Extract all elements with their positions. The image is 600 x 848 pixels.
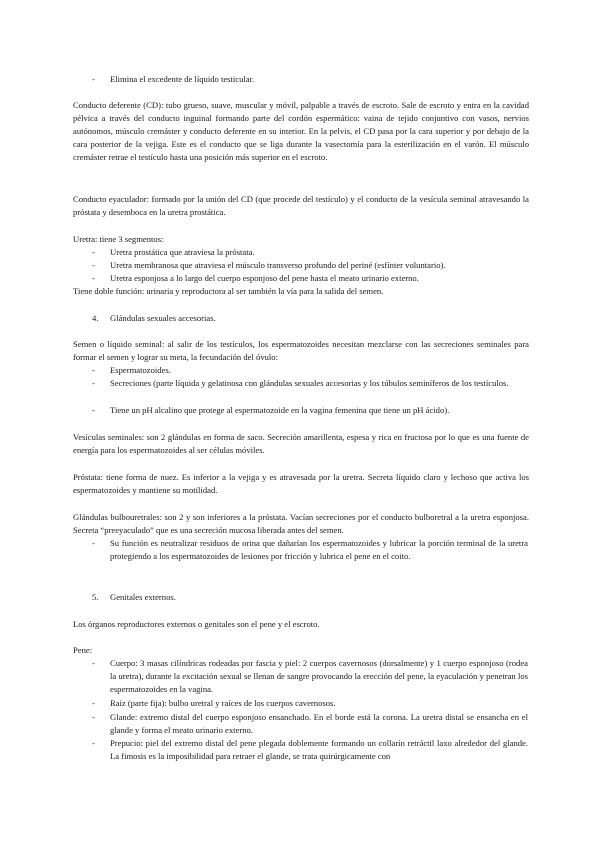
vesiculas-paragraph: Vesículas seminales: son 2 glándulas en forma de saco. Secreción amarillenta, espesa y rica en fructosa por lo que es una fuente de energía para los espermatozoides al ser células móviles. [73, 432, 529, 455]
bulbouretrales-paragraph: Glándulas bulbouretrales: son 2 y son inferiores a la próstata. Vacían secreciones por el conducto bulboretral a la uretra esponjosa. Secreta “preeyaculado” que es una secreción mucosa liberada antes del semen. [73, 512, 529, 535]
uretra-footer: Tiene doble función: urinaria y reproductora al ser también la vía para la salida del semen. [73, 286, 384, 296]
bullet-dash: - [92, 365, 95, 375]
bullet-dash: - [92, 698, 95, 708]
semen-item-text: Secreciones (parte líquida y gelatinosa con glándulas sexuales accesorias y los túbulos seminíferos de los testículos. [110, 378, 509, 388]
pene-item-text: Glande: extremo distal del cuerpo esponjoso ensanchado. En el borde está la corona. La uretra distal se ensancha en el glande y forma el meato urinario externo. [110, 712, 528, 735]
list-item [92, 272, 528, 285]
list-item [92, 377, 528, 390]
uretra-item-text: Uretra membranosa que atraviesa el músculo transverso profundo del periné (esfínter voluntario). [110, 260, 446, 270]
conducto-eyaculador-paragraph: Conducto eyaculador: formado por la unión del CD (que procede del testículo) y el conducto de la vesícula seminal atravesando la próstata y desemboca en la uretra prostática. [73, 194, 529, 217]
list-item [92, 711, 528, 737]
list-item [92, 697, 528, 710]
intro-item-text: Elimina el excedente de líquido testicular. [110, 74, 255, 84]
section-title: Genitales externos. [110, 592, 176, 602]
bullet-dash: - [92, 538, 95, 548]
bullet-dash: - [92, 405, 95, 415]
uretra-item-text: Uretra prostática que atraviesa la próstata. [110, 247, 255, 257]
semen-item-text: Tiene un pH alcalino que protege al espermatozoide en la vagina femenina que tiene un pH ácido). [110, 405, 450, 415]
semen-paragraph: Semen o líquido seminal: al salir de los testículos, los espermatozoides necesitan mezclarse con las secreciones seminales para formar el semen y lograr su meta, la fecundación del óvulo: [73, 339, 529, 362]
bullet-dash: - [92, 378, 95, 388]
semen-item-text: Espermatozoides. [110, 365, 171, 375]
uretra-item-text: Uretra esponjosa a lo largo del cuerpo esponjoso del pene hasta el meato urinario externo. [110, 273, 419, 283]
list-item [92, 259, 528, 272]
bullet-dash: - [92, 273, 95, 283]
list-item [92, 404, 528, 417]
list-item [92, 737, 528, 763]
bullet-dash: - [92, 712, 95, 722]
list-item [92, 246, 528, 259]
conducto-deferente-paragraph: Conducto deferente (CD): tubo grueso, suave, muscular y móvil, palpable a través de escroto. Sale de escroto y entra en la cavidad pélvica a través del conducto inguinal formando parte del cordón espermático: vaina de tejido conjuntivo con vasos, nervios autónomos, músculo cremáster y conducto deferente en su interior. En la pelvis, el CD pasa por la cara superior y por debajo de la cara posterior de la vejiga. Este es el conducto que se liga durante la vasectomía para la esterilización en el varón. El músculo cremáster retrae el testículo hasta una posición más superior en el escroto. [73, 100, 529, 162]
prostata-paragraph: Próstata: tiene forma de nuez. Es inferior a la vejiga y es atravesada por la uretra. Secreta líquido claro y lechoso que activa los espermatozoides y mantiene su motilidad. [73, 472, 529, 495]
bulbouretrales-item-text: Su función es neutralizar residuos de orina que dañarían los espermatozoides y lubricar la porción terminal de la uretra protegiendo a los espermatozoides de lesiones por fricción y lubrica el pene en el coito. [110, 538, 528, 561]
bullet-dash: - [92, 658, 95, 668]
pene-heading: Pene: [73, 645, 93, 655]
uretra-heading: Uretra: tiene 3 segmentos: [73, 234, 164, 244]
bullet-dash: - [92, 74, 95, 84]
pene-item-text: Raíz (parte fija): bulbo uretral y raíces de los cuerpos cavernosos. [110, 698, 336, 708]
list-item [92, 657, 528, 696]
list-item [92, 364, 528, 377]
pene-item-text: Cuerpo: 3 masas cilíndricas rodeadas por fascia y piel: 2 cuerpos cavernosos (dorsalmente) y 1 cuerpo esponjoso (rodea la uretra), durante la excitación sexual se llenan de sangre provocando la erección del pene, la eyaculación y penetran los espermatozoides en la vagina. [110, 658, 528, 694]
section-number: 4. [92, 313, 99, 323]
section-number: 5. [92, 592, 99, 602]
pene-item-text: Prepucio: piel del extremo distal del pene plegada doblemente formando un collarín retráctil laxo alrededor del glande. La fimosis es la imposibilidad para retraer el glande, se trata quirúrgicamente con [110, 738, 528, 761]
section-title: Glándulas sexuales accesorias. [110, 313, 216, 323]
bullet-dash: - [92, 738, 95, 748]
bullet-dash: - [92, 260, 95, 270]
organos-externos-paragraph: Los órganos reproductores externos o genitales son el pene y el escroto. [73, 619, 320, 629]
list-item [92, 537, 528, 563]
bullet-dash: - [92, 247, 95, 257]
list-item [92, 73, 528, 86]
